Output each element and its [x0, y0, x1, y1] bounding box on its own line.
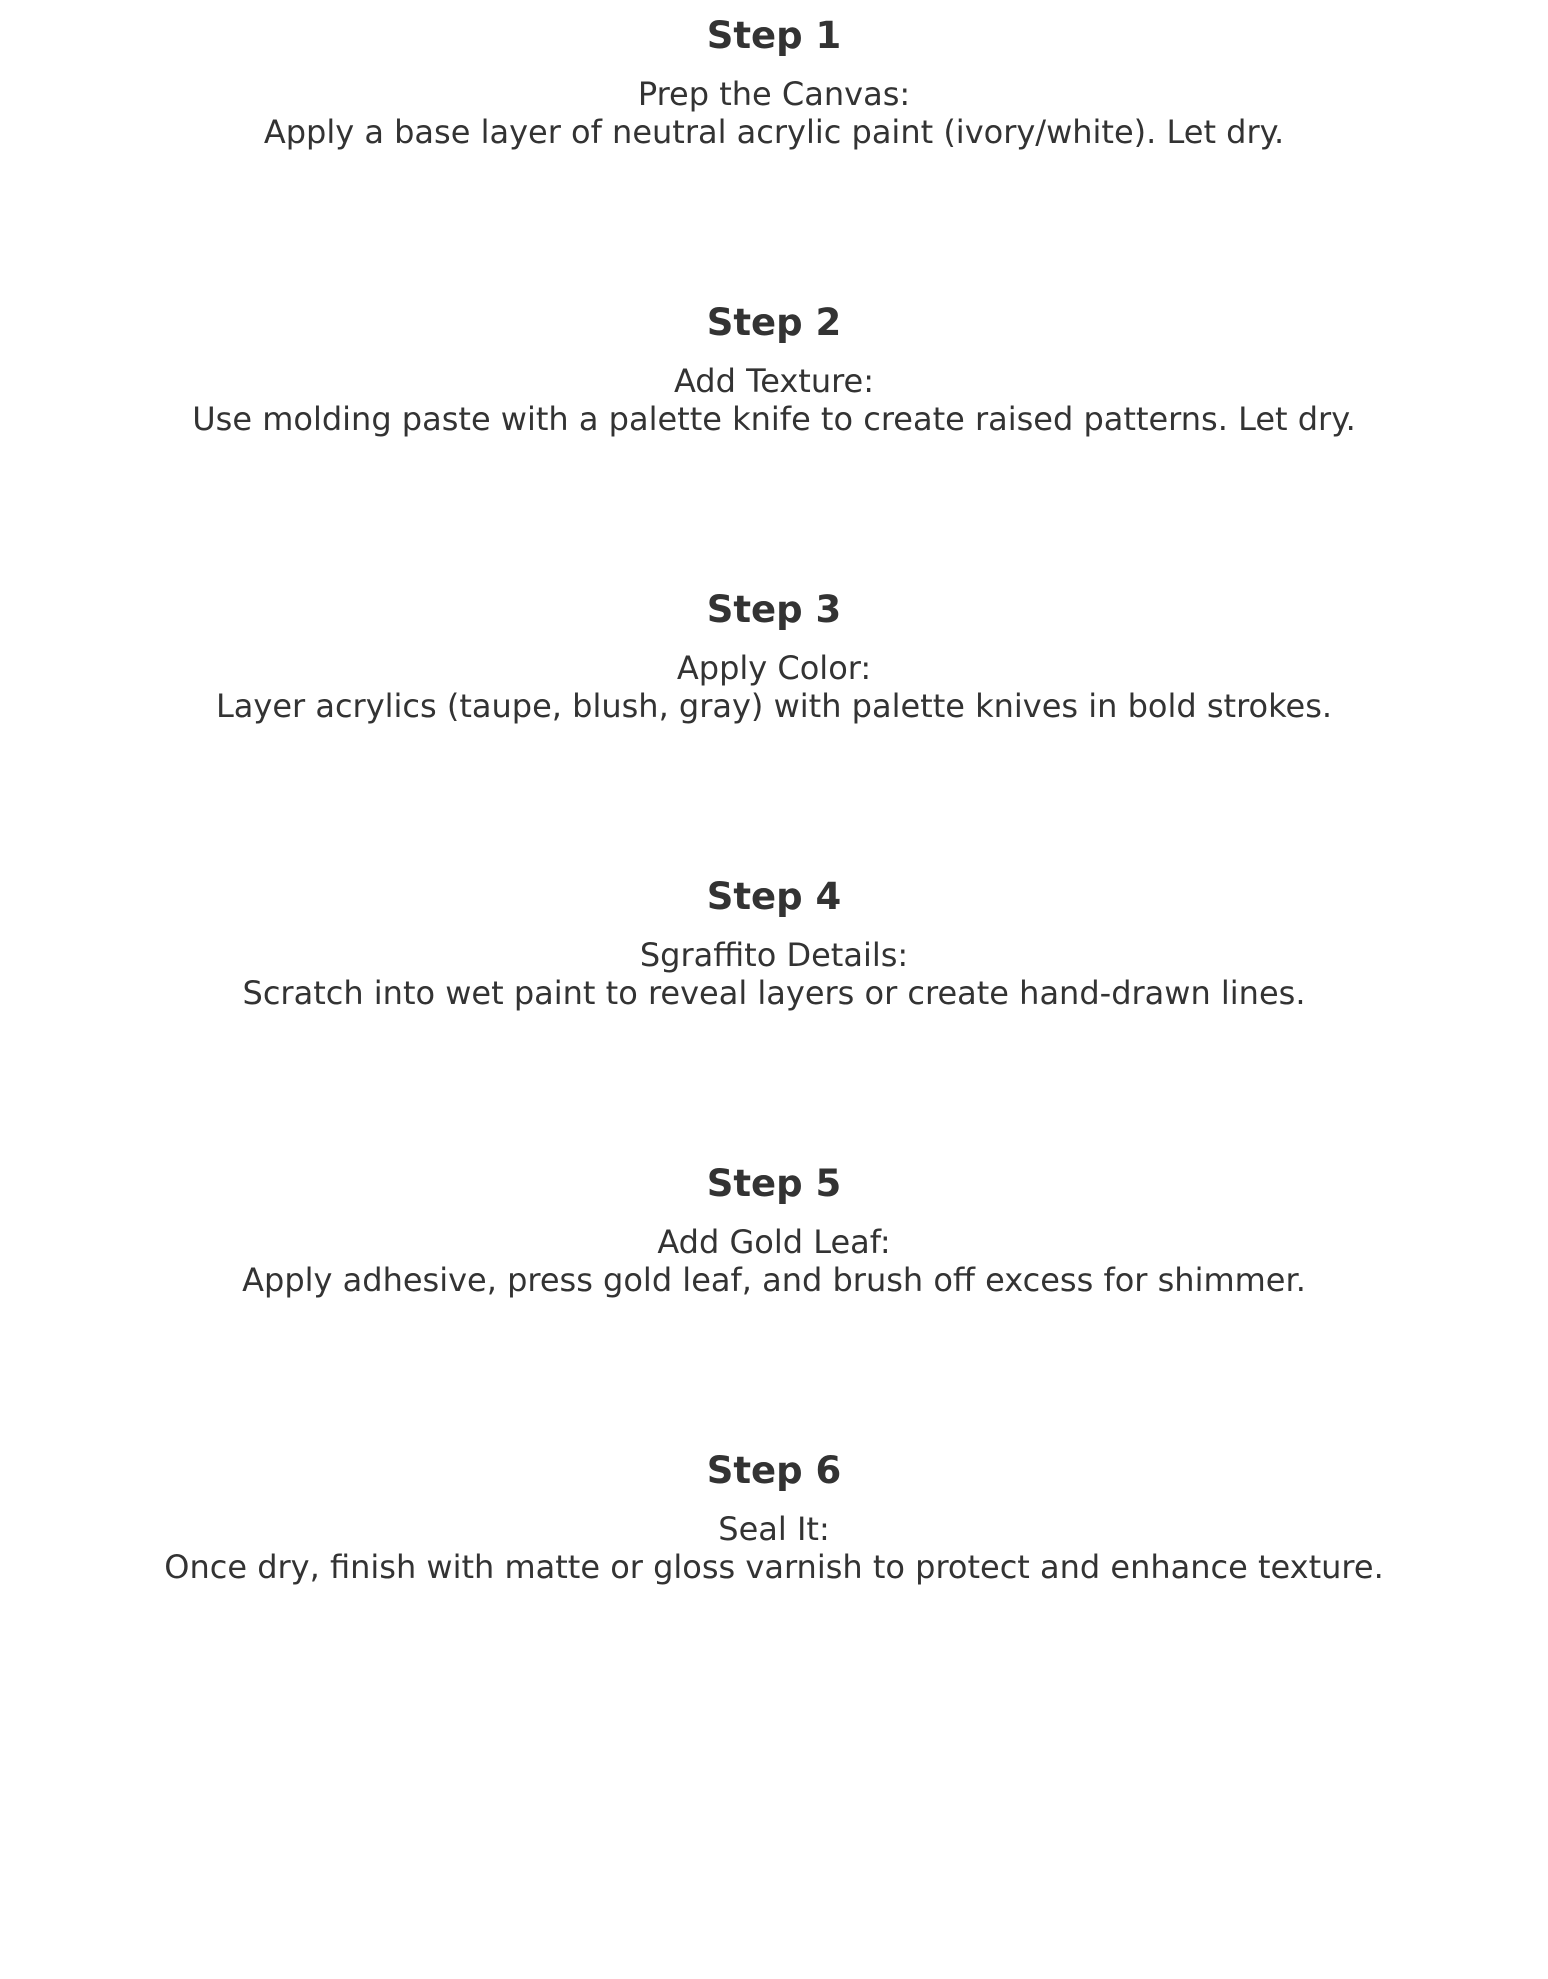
step-heading: Step 5 — [706, 1162, 842, 1205]
step-heading: Step 2 — [706, 301, 842, 344]
step-title: Apply Color: — [676, 649, 872, 687]
step-description: Use molding paste with a palette knife to create raised patterns. Let dry. — [192, 400, 1356, 438]
step-title: Add Texture: — [673, 362, 875, 400]
step-description: Once dry, finish with matte or gloss varnish to protect and enhance texture. — [164, 1548, 1384, 1586]
step-heading: Step 3 — [706, 588, 842, 631]
step-heading: Step 4 — [706, 875, 842, 918]
step-3 — [0, 589, 1548, 725]
step-6 — [0, 1450, 1548, 1586]
step-description: Apply adhesive, press gold leaf, and brush off excess for shimmer. — [242, 1261, 1306, 1299]
step-title: Seal It: — [718, 1510, 830, 1548]
step-2 — [0, 302, 1548, 438]
step-description: Scratch into wet paint to reveal layers or create hand-drawn lines. — [242, 974, 1306, 1012]
step-4 — [0, 876, 1548, 1012]
step-heading: Step 6 — [706, 1449, 842, 1492]
step-title: Prep the Canvas: — [637, 75, 911, 113]
step-description: Apply a base layer of neutral acrylic paint (ivory/white). Let dry. — [263, 113, 1285, 151]
step-5 — [0, 1163, 1548, 1299]
step-1 — [0, 15, 1548, 151]
step-title: Add Gold Leaf: — [657, 1223, 891, 1261]
step-description: Layer acrylics (taupe, blush, gray) with palette knives in bold strokes. — [215, 687, 1333, 725]
step-title: Sgraffito Details: — [639, 936, 909, 974]
step-heading: Step 1 — [706, 14, 842, 57]
